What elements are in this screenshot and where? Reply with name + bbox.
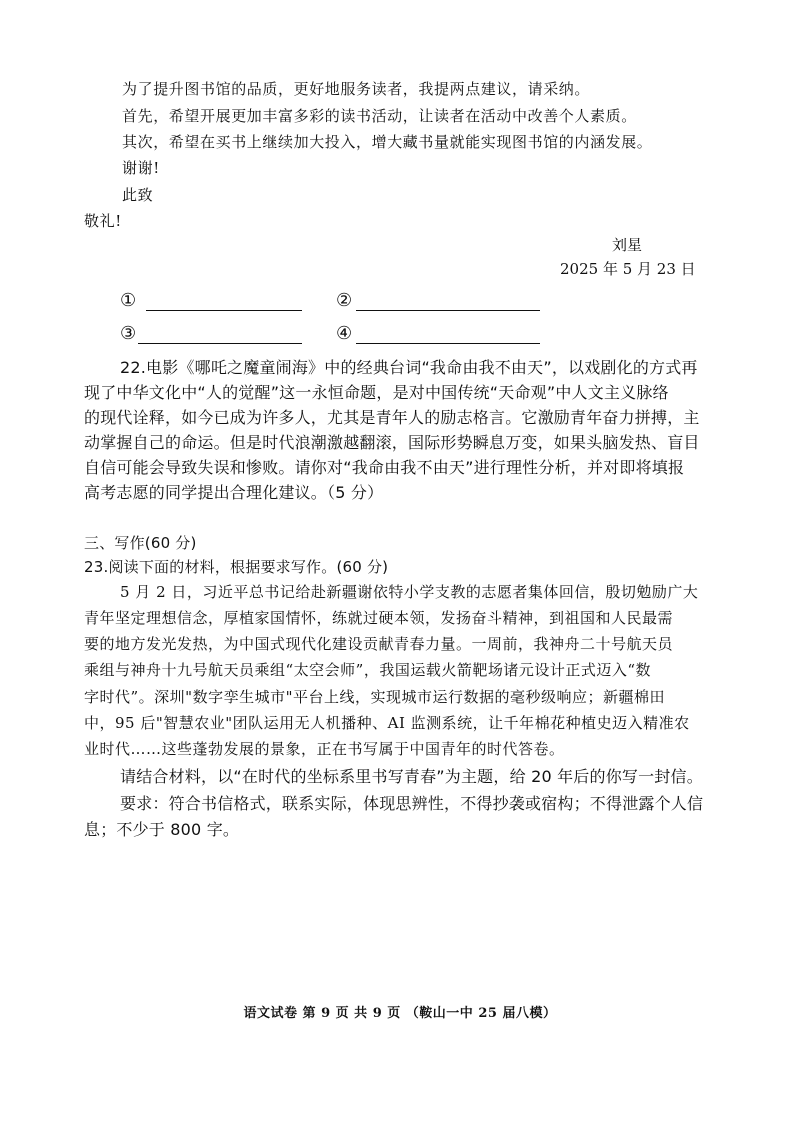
blank-number-2: ② [336, 290, 353, 311]
letter-thanks: 谢谢! [122, 159, 160, 177]
answer-blanks-row-1 [120, 290, 550, 316]
q23-title: 23.阅读下面的材料，根据要求写作。(60 分) [84, 558, 389, 576]
material-line-2: 青年坚定理想信念，厚植家国情怀，练就过硬本领，发扬奋斗精神，到祖国和人民最需 [84, 609, 674, 627]
material-line-4: 乘组与神舟十九号航天员乘组“太空会师”，我国运载火箭靶场诸元设计正式迈入“数 [84, 661, 652, 679]
q22-line-4: 动掌握自己的命运。但是时代浪潮激越翻滚，国际形势瞬息万变，如果头脑发热、盲目 [84, 433, 700, 452]
writing-prompt: 请结合材料，以“在时代的坐标系里书写青春”为主题，给 20 年后的你写一封信。 [120, 767, 703, 786]
letter-paragraph-1: 为了提升图书馆的品质，更好地服务读者，我提两点建议，请采纳。 [122, 80, 591, 98]
q22-line-2: 现了中华文化中“人的觉醒”这一永恒命题，是对中国传统“天命观”中人文主义脉络 [84, 383, 669, 402]
blank-number-1: ① [120, 290, 137, 311]
material-line-3: 要的地方发光发热，为中国式现代化建设贡献青春力量。一周前，我神舟二十号航天员 [84, 635, 674, 653]
q22-line-5: 自信可能会导致失误和惨败。请你对“我命由我不由天”进行理性分析，并对即将填报 [84, 458, 685, 477]
blank-number-4: ④ [336, 323, 353, 344]
letter-paragraph-2: 首先，希望开展更加丰富多彩的读书活动，让读者在活动中改善个人素质。 [122, 107, 637, 125]
q22-line-3: 的现代诠释，如今已成为许多人，尤其是青年人的励志格言。它激励青年奋力拼搏，主 [84, 408, 700, 427]
blank-number-3: ③ [120, 323, 137, 344]
blank-line-2[interactable] [356, 310, 540, 311]
blank-line-1[interactable] [146, 310, 302, 311]
letter-closing-2: 敬礼! [84, 212, 122, 230]
requirement-line-1: 要求：符合书信格式，联系实际，体现思辨性，不得抄袭或宿构；不得泄露个人信 [120, 794, 704, 813]
material-line-7: 业时代……这些蓬勃发展的景象，正在书写属于中国青年的时代答卷。 [84, 740, 565, 758]
section3-heading: 三、写作(60 分) [84, 534, 197, 552]
material-line-5: 字时代”。深圳"数字孪生城市"平台上线，实现城市运行数据的毫秒级响应；新疆棉田 [84, 688, 665, 706]
q22-line-6: 高考志愿的同学提出合理化建议。（5 分） [84, 483, 384, 502]
letter-date: 2025 年 5 月 23 日 [560, 260, 696, 278]
letter-closing-1: 此致 [122, 186, 154, 204]
page-footer: 语文试卷 第 9 页 共 9 页 （鞍山一中 25 届八模） [243, 1006, 557, 1021]
requirement-line-2: 息；不少于 800 字。 [84, 820, 240, 839]
letter-signature: 刘星 [612, 236, 643, 254]
blank-line-4[interactable] [356, 343, 540, 344]
material-line-6: 中，95 后"智慧农业"团队运用无人机播种、AI 监测系统，让千年棉花种植史迈入精准农 [84, 714, 690, 732]
blank-line-3[interactable] [138, 343, 302, 344]
q22-line-1: 22.电影《哪吒之魔童闹海》中的经典台词“我命由我不由天”，以戏剧化的方式再 [120, 358, 698, 377]
letter-paragraph-3: 其次，希望在买书上继续加大投入，增大藏书量就能实现图书馆的内涵发展。 [122, 133, 653, 151]
material-line-1: 5 月 2 日，习近平总书记给赴新疆谢依特小学支教的志愿者集体回信，殷切勉励广大 [120, 583, 699, 601]
answer-blanks-row-2 [120, 323, 550, 349]
